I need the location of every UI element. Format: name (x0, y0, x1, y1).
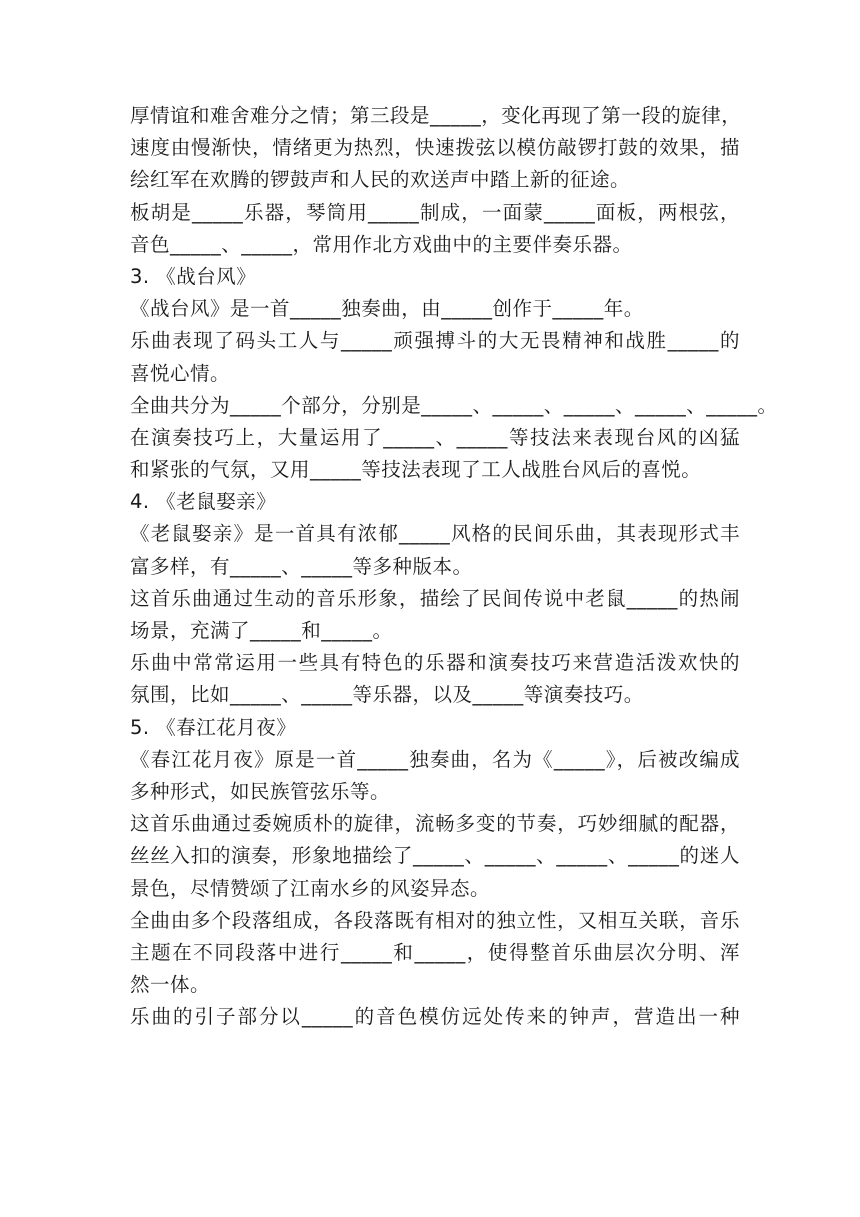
text-line: 3. 《战台风》 (130, 264, 257, 288)
document-page (130, 100, 778, 1033)
text-line: 板胡是_____乐器，琴筒用_____制成，一面蒙_____面板，两根弦， (130, 200, 740, 224)
text-line: 氛围，比如_____、_____等乐器，以及_____等演奏技巧。 (130, 683, 644, 707)
text-line: 绘红军在欢腾的锣鼓声和人民的欢送声中踏上新的征途。 (130, 168, 631, 192)
text-line: 这首乐曲通过委婉质朴的旋律，流畅多变的节奏，巧妙细腻的配器， (130, 812, 740, 836)
text-line: 乐曲中常常运用一些具有特色的乐器和演奏技巧来营造活泼欢快的 (130, 651, 740, 675)
text-line: 全曲由多个段落组成，各段落既有相对的独立性，又相互关联，音乐 (130, 908, 740, 932)
text-line: 喜悦心情。 (130, 361, 231, 385)
text-line: 和紧张的气氛，又用_____等技法表现了工人战胜台风后的喜悦。 (130, 458, 702, 482)
text-line: 场景，充满了_____和_____。 (130, 619, 393, 642)
text-line: 乐曲表现了码头工人与_____顽强搏斗的大无畏精神和战胜_____的 (130, 329, 740, 353)
text-line: 厚情谊和难舍难分之情；第三段是_____，变化再现了第一段的旋律， (130, 104, 742, 127)
text-line: 音色_____、_____，常用作北方戏曲中的主要伴奏乐器。 (130, 232, 633, 256)
text-line: 在演奏技巧上，大量运用了_____、_____等技法来表现台风的凶猛 (130, 425, 740, 449)
text-line: 5. 《春江花月夜》 (130, 715, 297, 739)
text-line: 4. 《老鼠娶亲》 (130, 490, 277, 514)
text-line: 主题在不同段落中进行_____和_____，使得整首乐曲层次分明、浑 (130, 940, 740, 964)
text-line: 丝丝入扣的演奏，形象地描绘了_____、_____、_____、_____的迷人 (130, 844, 740, 868)
text-line: 富多样，有_____、_____等多种版本。 (130, 554, 473, 578)
text-line: 多种形式，如民族管弦乐等。 (130, 779, 391, 803)
text-line: 《春江花月夜》原是一首_____独奏曲，名为《_____》，后被改编成 (130, 747, 740, 771)
text-line: 《战台风》是一首_____独奏曲，由_____创作于_____年。 (130, 297, 644, 321)
text-line: 全曲共分为_____个部分，分别是_____、_____、_____、_____、_____。 (130, 393, 778, 417)
text-line: 这首乐曲通过生动的音乐形象，描绘了民间传说中老鼠_____的热闹 (130, 586, 740, 610)
text-line: 乐曲的引子部分以_____的音色模仿远处传来的钟声，营造出一种 (130, 1005, 740, 1029)
text-line: 《老鼠娶亲》是一首具有浓郁_____风格的民间乐曲，其表现形式丰 (130, 522, 740, 546)
text-line: 速度由慢渐快，情绪更为热烈，快速拨弦以模仿敲锣打鼓的效果，描 (130, 136, 740, 160)
text-line: 景色，尽情赞颂了江南水乡的风姿异态。 (130, 876, 491, 900)
text-line: 然一体。 (130, 973, 211, 997)
